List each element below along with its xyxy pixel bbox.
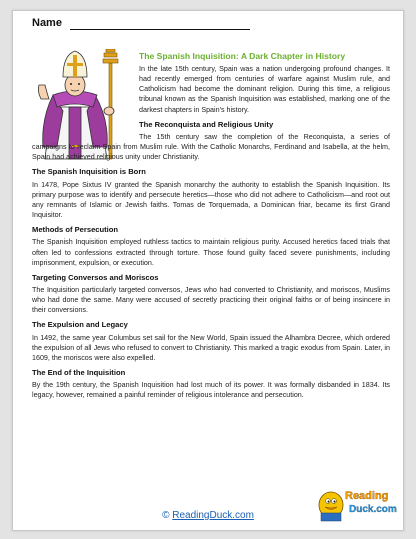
section-text-reconquista [32,132,390,162]
section-heading-expulsion: The Expulsion and Legacy [32,320,128,330]
section-heading-reconquista: The Reconquista and Religious Unity [139,119,274,129]
logo-text-line1: Reading [345,490,389,502]
section-heading-methods: Methods of Persecution [32,225,119,235]
article-body [32,51,390,406]
section-text-inquisition-born: In 1478, Pope Sixtus IV granted the Spanish monarchy the authority to establish the Spanish Inquisition. Its primary purpose was to identify and persecute heretics—those who did not adhere to Catholicism—and root out any remnants of Islamic or Jewish faiths. Tomas de Torquemada, a Dominican friar, became its first Grand Inquisitor. [32,180,390,220]
name-field [32,17,252,31]
logo-text-line2: Duck.com [349,504,397,515]
section-heading-end: The End of the Inquisition [32,368,126,378]
section-text-methods: The Spanish Inquisition employed ruthless tactics to maintain religious purity. Accused heretics faced trials that often led to confessions extracted through torture. Those found guilty faced severe punishments, including imprisonment, expulsion, or execution. [32,238,390,267]
section-text-end: By the 19th century, the Spanish Inquisition had lost much of its power. It was formally disbanded in 1834. Its legacy, however, remained a painful reminder of religious intolerance and persecution. [32,381,390,400]
article-title: The Spanish Inquisition: A Dark Chapter in History [139,51,346,61]
intro-paragraph: In the late 15th century, Spain was a nation undergoing profound changes. It had recently emerged from centuries of warfare against Muslim rule, and Catholicism had become the dominant religion. During this time, a religious tribunal known as the Spanish Inquisition was established, marking one of the darkest chapters in Spain's history. [139,65,390,114]
section-heading-conversos: Targeting Conversos and Moriscos [32,272,159,282]
copyright-symbol: © [162,510,170,521]
reading-duck-logo [315,481,399,523]
section-heading-inquisition-born: The Spanish Inquisition is Born [32,167,146,177]
site-link[interactable]: ReadingDuck.com [172,510,254,521]
name-label: Name [32,17,62,29]
worksheet-page [12,10,404,531]
section-text-expulsion: In 1492, the same year Columbus set sail for the New World, Spain issued the Alhambra Decree, which ordered the expulsion of all Jews who refused to convert to Christianity. This marked a tragic exodus from Spain. Later, in 1609, the moriscos were also expelled. [32,333,390,362]
name-underline [70,29,250,30]
reconquista-text: The 15th century saw the completion of the Reconquista, a series of campaigns to reclaim Spain from Muslim rule. With the Catholic Monarchs, Ferdinand and Isabella, at the helm, Spain had achieved religious unity under Christianity. [32,132,390,162]
section-text-conversos: The Inquisition particularly targeted conversos, Jews who had converted to Christianity, and moriscos, Muslims who had done the same. Many were accused of secretly practicing their original faiths or of being insincere in their conversions. [32,285,390,315]
